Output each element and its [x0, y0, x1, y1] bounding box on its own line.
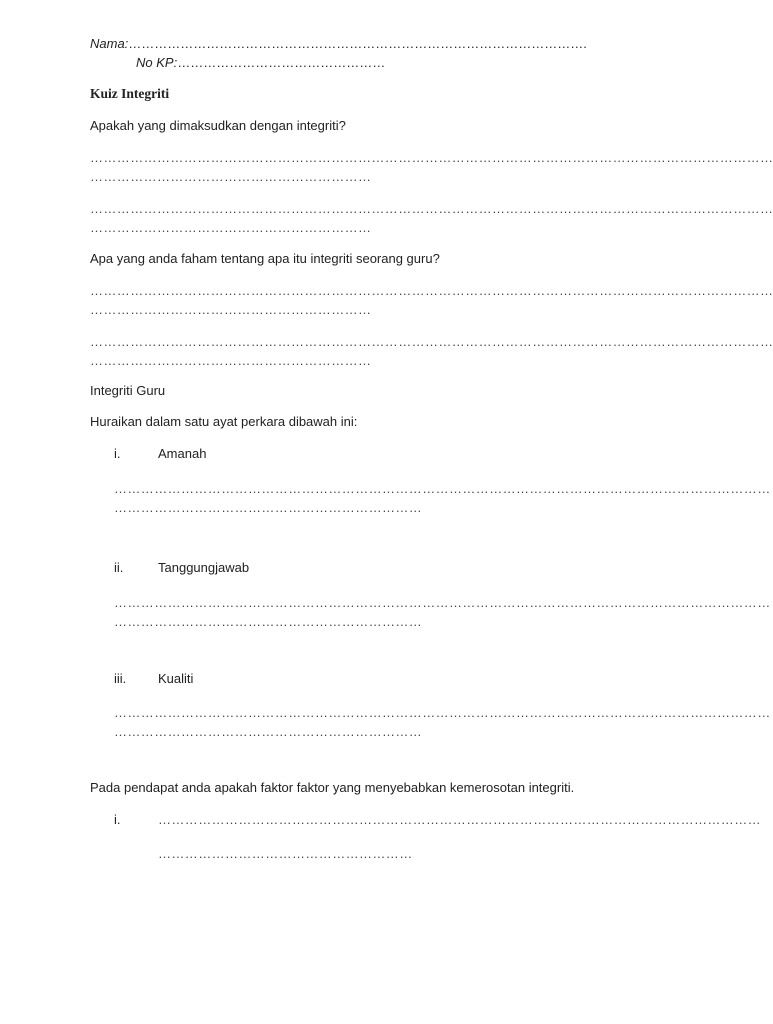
answer-line: …………………………………………………………… [114, 500, 423, 515]
list-item-number: iii. [114, 671, 127, 686]
nokp-label: No KP: [136, 55, 178, 70]
answer-line: ……………………………………………………… [90, 302, 372, 317]
list-item-label: Tanggungjawab [158, 560, 250, 575]
answer-line: ………………………………………………………………………………………………………………………………… [114, 481, 771, 496]
answer-line: …………………………………………………………… [114, 724, 423, 739]
nokp-dots: ………………………………………… [177, 55, 386, 70]
section-instruction: Huraikan dalam satu ayat perkara dibawah ini: [90, 414, 358, 429]
section-heading: Integriti Guru [90, 383, 166, 398]
answer-line: ………………………………………………………………………………………………………………………………… [114, 595, 771, 610]
list-item-label: Kualiti [158, 671, 194, 686]
nama-dots: ……………………………………………………………………………………………. [128, 36, 587, 51]
answer-line: ……………………………………………………………………………………………………………………………………… [90, 150, 773, 165]
answer-line: ……………………………………………………………………………………………………………………… [158, 812, 761, 827]
nokp-field [136, 55, 385, 70]
answer-line: ……………………………………………………… [90, 353, 372, 368]
answer-line: ……………………………………………………………………………………………………………………………………… [90, 334, 773, 349]
answer-line: ………………………………………………… [158, 846, 413, 861]
list-item-number: ii. [114, 560, 124, 575]
nama-label: Nama: [90, 36, 129, 51]
answer-line: …………………………………………………………… [114, 614, 423, 629]
question-2: Apa yang anda faham tentang apa itu integriti seorang guru? [90, 251, 440, 266]
list-item-label: Amanah [158, 446, 207, 461]
answer-line: ……………………………………………………… [90, 220, 372, 235]
answer-line: ……………………………………………………………………………………………………………………………………… [90, 283, 773, 298]
answer-line: ……………………………………………………… [90, 169, 372, 184]
nama-field [90, 36, 587, 51]
list-item-number: i. [114, 812, 121, 827]
question-3: Pada pendapat anda apakah faktor faktor yang menyebabkan kemerosotan integriti. [90, 780, 575, 795]
question-1: Apakah yang dimaksudkan dengan integriti? [90, 118, 346, 133]
list-item-number: i. [114, 446, 121, 461]
answer-line: ……………………………………………………………………………………………………………………………………… [90, 201, 773, 216]
page-title: Kuiz Integriti [90, 86, 170, 101]
answer-line: ………………………………………………………………………………………………………………………………… [114, 705, 771, 720]
